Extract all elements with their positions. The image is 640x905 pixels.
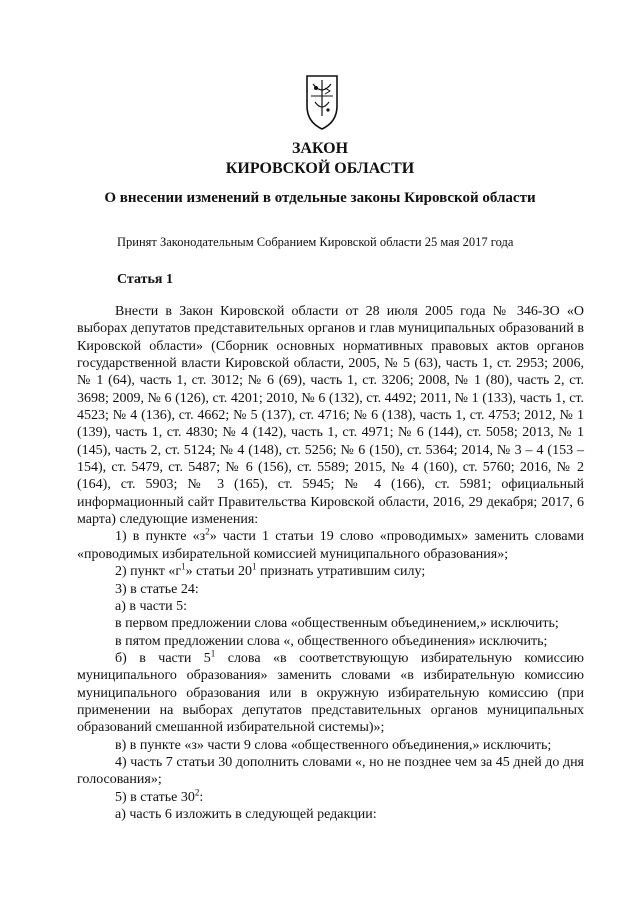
law-title: ЗАКОН bbox=[291, 140, 349, 157]
law-region: КИРОВСКОЙ ОБЛАСТИ bbox=[225, 160, 415, 177]
article-body bbox=[77, 303, 584, 823]
item-5a: а) часть 6 изложить в следующей редакции: bbox=[115, 806, 377, 822]
item-3a: а) в части 5: bbox=[115, 598, 187, 614]
item-2: 2) пункт «$г^1$» статьи $20^1$ признать утратившим силу; bbox=[115, 561, 426, 580]
item-1: 1) в пункте «$з^2$» части 1 статьи 19 слово «проводимых» заменить словами «проводимых избирательной комиссией муниципального образования»; bbox=[77, 526, 584, 562]
item-3b: б) в части $5^1$ слова «в соответствующую избирательную комиссию муниципального образования» заменить словами «в избирательную комиссию муниципального образования или в окружную избирательную комиссию (при применении на выборах депутатов представительных органов муниципальных образований смешанной избирательной системы)»; bbox=[77, 648, 584, 736]
item-3c: в) в пункте «з» части 9 слова «общественного объединения,» исключить; bbox=[115, 737, 552, 753]
law-subject: О внесении изменений в отдельные законы Кировской области bbox=[104, 190, 536, 206]
article-heading: Статья 1 bbox=[117, 272, 173, 287]
item-3: 3) в статье 24: bbox=[115, 581, 199, 597]
item-3a-1: в первом предложении слова «общественным объединением,» исключить; bbox=[115, 616, 559, 632]
item-4: 4) часть 7 статьи 30 дополнить словами «, но не позднее чем за 45 дней до дня голосования»; bbox=[77, 754, 584, 788]
item-5: 5) в статье $30^2$: bbox=[115, 786, 204, 805]
coat-of-arms-icon bbox=[303, 72, 341, 132]
item-3a-2: в пятом предложении слова «, общественного объединения» исключить; bbox=[115, 633, 548, 649]
intro-paragraph: Внести в Закон Кировской области от 28 июля 2005 года № 346-ЗО «О выборах депутатов представительных органов и глав муниципальных образований в Кировской области» (Сборник основных нормативных правовых актов органов государственной власти Кировской области, 2005, № 5 (63), часть 1, ст. 2953; 2006, № 1 (64), часть 1, ст. 3012; № 6 (69), часть 1, ст. 3206; 2008, № 1 (80), часть 2, ст. 3698; 2009, № 6 (126), ст. 4201; 2010, № 6 (132), ст. 4492; 2011, № 1 (133), часть 1, ст. 4523; № 4 (136), ст. 4662; № 5 (137), ст. 4716; № 6 (138), часть 1, ст. 4753; 2012, № 1 (139), часть 1, ст. 4830; № 4 (142), часть 1, ст. 4971; № 6 (144), ст. 5058; 2013, № 1 (145), часть 2, ст. 5124; № 4 (148), ст. 5256; № 6 (150), ст. 5364; 2014, № 3 – 4 (153 – 154), ст. 5479, ст. 5487; № 6 (156), ст. 5589; 2015, № 4 (160), ст. 5760; 2016, № 2 (164), ст. 5903; № 3 (165), ст. 5945; № 4 (166), ст. 5981; официальный информационный сайт Правительства Кировской области, 2016, 29 декабря; 2017, 6 марта) следующие изменения: bbox=[77, 304, 584, 528]
adoption-note: Принят Законодательным Собранием Кировской области 25 мая 2017 года bbox=[117, 235, 514, 249]
